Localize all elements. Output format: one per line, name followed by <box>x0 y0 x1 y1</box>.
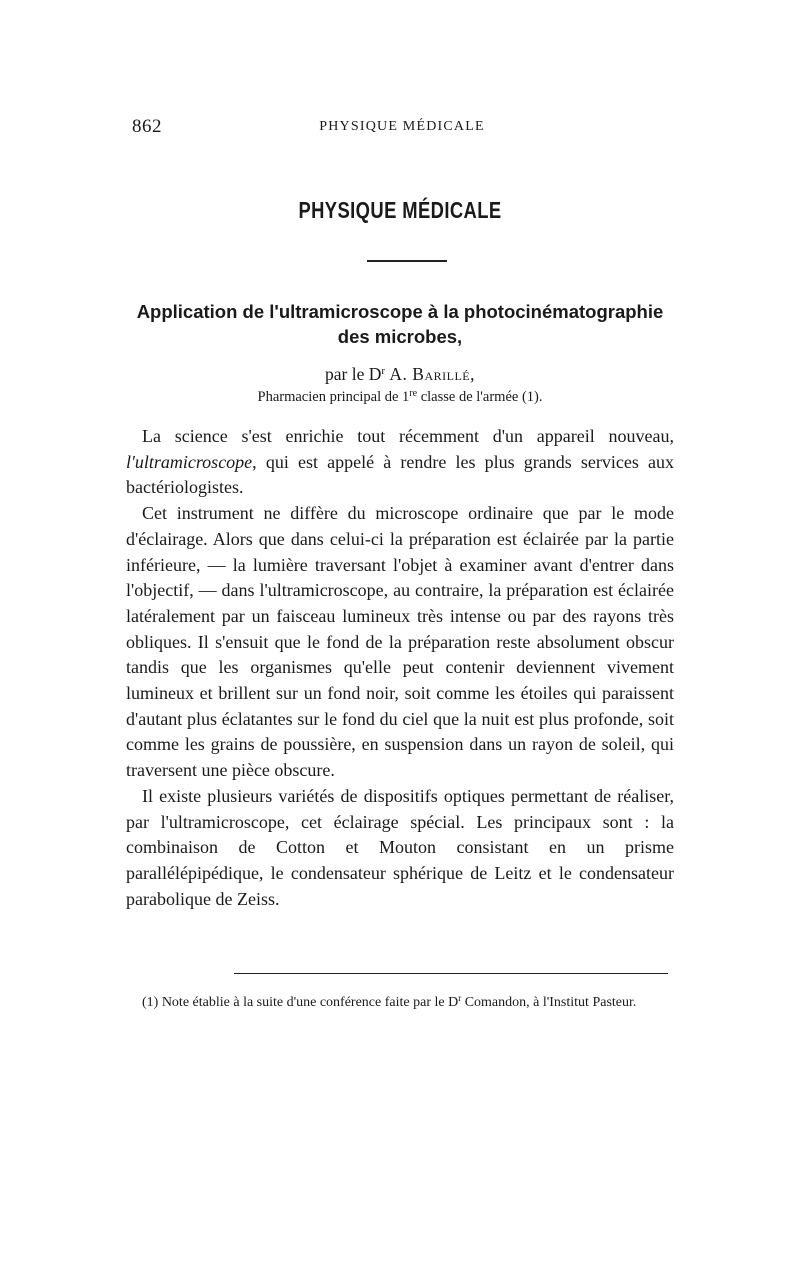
author-affiliation <box>0 388 800 406</box>
paragraph-1-start: La science s'est enrichie tout récemment d'un appareil nouveau, <box>142 426 674 446</box>
affiliation-superscript: re <box>409 388 418 399</box>
paragraph-1-italic: l'ultramicroscope <box>126 451 253 472</box>
article-title: Application de l'ultramicroscope à la photocinématographie des microbes, <box>136 301 664 347</box>
footnote-suffix: Comandon, à l'Institut Pasteur. <box>461 995 637 1010</box>
byline-prefix: par le D <box>324 364 382 384</box>
affiliation-prefix: Pharmacien principal de 1 <box>257 389 410 405</box>
paragraph-1 <box>126 424 674 501</box>
running-title: PHYSIQUE MÉDICALE <box>319 119 485 134</box>
footnote-prefix: (1) Note établie à la suite d'une conférence faite par le D <box>142 995 459 1010</box>
footnote-superscript: r <box>458 993 462 1003</box>
title-divider <box>367 260 447 262</box>
paragraph-1-end: , qui est appelé à rendre les plus grands services aux bactériologistes. <box>126 451 674 498</box>
page-number: 862 <box>132 116 162 137</box>
footnote-divider <box>234 973 668 974</box>
section-title: PHYSIQUE MÉDICALE <box>298 197 502 223</box>
byline <box>0 364 800 385</box>
affiliation-suffix: classe de l'armée (1). <box>417 389 543 405</box>
paragraph-3: Il existe plusieurs variétés de dispositifs optiques permettant de réaliser, par l'ultramicroscope, cet éclairage spécial. Les principaux sont : la combinaison de Cotton et Mouton consistant en un prisme parallélépipédique, le condensateur sphérique de Leitz et le condensateur parabolique de Zeiss. <box>126 785 674 909</box>
running-head <box>132 116 672 140</box>
article-body <box>126 424 674 912</box>
byline-superscript: r <box>381 365 386 377</box>
paragraph-2: Cet instrument ne diffère du microscope ordinaire que par le mode d'éclairage. Alors que dans celui-ci la préparation est éclairée par la partie inférieure, — la lumière traversant l'objet à examiner avant d'entrer dans l'objectif, — dans l'ultramicroscope, au contraire, la préparation est éclairée latéralement par un faisceau lumineux très intense ou par des rayons très obliques. Il s'ensuit que le fond de la préparation reste absolument obscur tandis que les organismes qu'elle peut contenir deviennent vivement lumineux et brillent sur un fond noir, soit comme les étoiles qui paraissent d'autant plus éclatantes sur le fond du ciel que la nuit est plus profonde, soit comme les grains de poussière, en suspension dans un rayon de soleil, qui traversent une pièce obscure. <box>126 503 674 781</box>
author-name: A. Barillé, <box>389 364 475 384</box>
footnote <box>126 989 674 1012</box>
